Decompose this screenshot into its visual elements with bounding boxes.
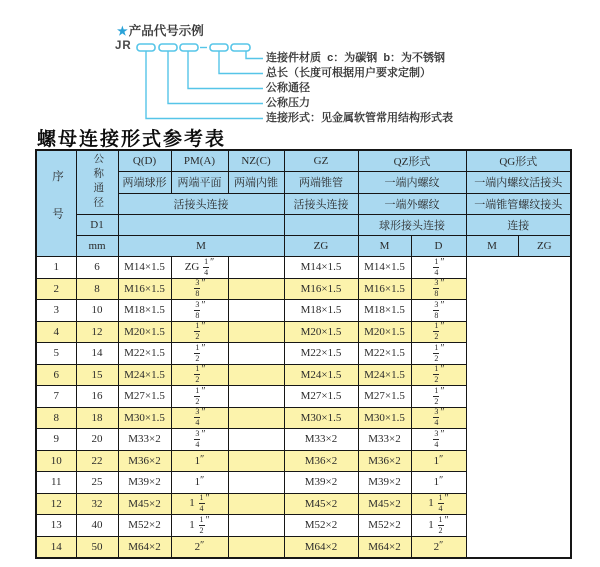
code-box-2 — [159, 44, 177, 51]
cell-qg-zg — [411, 386, 466, 408]
cell-qz-m — [228, 321, 284, 343]
inch-mark: ″ — [440, 364, 445, 376]
cell-qg-zg — [411, 278, 466, 300]
connector-line-diameter — [188, 51, 263, 89]
cell-qz-m — [228, 364, 284, 386]
header-empty-main — [118, 215, 284, 236]
cell-gz-taper — [171, 343, 228, 365]
header-nominal-diameter — [76, 150, 118, 215]
fraction: $\frac{3}{4}$ — [434, 428, 439, 449]
inch-mark: ″ — [200, 475, 205, 487]
table-header — [36, 150, 571, 257]
fraction: $\frac{1}{2}$ — [438, 514, 443, 535]
cell-qz-m — [228, 472, 284, 494]
cell-qg-m: M16×1.5 — [358, 278, 411, 300]
fraction: $\frac{1}{2}$ — [195, 321, 200, 342]
fraction: $\frac{1}{2}$ — [199, 514, 204, 535]
connector-line-length — [219, 51, 263, 74]
cell-qg-m: M45×2 — [358, 493, 411, 515]
cell-qg-m: M39×2 — [358, 472, 411, 494]
cell-qg-zg: 1 $\frac{1}{4}$ ″ — [411, 493, 466, 515]
header-unit-d-qz: D — [411, 236, 466, 257]
cell-qg-zg — [411, 364, 466, 386]
star-icon: ★ — [117, 24, 128, 38]
cell-qg-zg — [411, 257, 466, 279]
header-unit-m-main: M — [118, 236, 284, 257]
cell-seq: 11 — [36, 472, 76, 494]
cell-qz-m — [228, 450, 284, 472]
header-qg: QG形式 — [466, 150, 571, 172]
cell-qz-d: M24×1.5 — [284, 364, 358, 386]
cell-gz-taper: 2″ — [171, 536, 228, 558]
header-union-connection: 活接头连接 — [118, 193, 284, 215]
fraction: $\frac{1}{2}$ — [434, 321, 439, 342]
header-seq — [36, 150, 76, 257]
cell-qz-d: M52×2 — [284, 515, 358, 537]
header-unit-m-qg: M — [466, 236, 518, 257]
inch-mark: ″ — [201, 321, 206, 333]
code-box-4 — [210, 44, 228, 51]
cell-qg-m: M36×2 — [358, 450, 411, 472]
cell-qz-d: M33×2 — [284, 429, 358, 451]
fraction: $\frac{1}{2}$ — [195, 342, 200, 363]
cell-seq: 8 — [36, 407, 76, 429]
cell-qz-m — [228, 278, 284, 300]
cell-m-thread: M39×2 — [118, 472, 171, 494]
cell-qg-m: M24×1.5 — [358, 364, 411, 386]
table-row — [36, 472, 571, 494]
inch-mark: ″ — [439, 475, 444, 487]
code-box-1 — [137, 44, 155, 51]
cell-dn-mm: 18 — [76, 407, 118, 429]
cell-seq: 3 — [36, 300, 76, 322]
cell-qz-d: M22×1.5 — [284, 343, 358, 365]
inch-mark: ″ — [201, 428, 206, 440]
cell-seq: 14 — [36, 536, 76, 558]
cell-seq: 13 — [36, 515, 76, 537]
cell-qg-zg — [411, 407, 466, 429]
cell-dn-mm: 10 — [76, 300, 118, 322]
inch-mark: ″ — [440, 321, 445, 333]
table-row — [36, 364, 571, 386]
cell-qz-d: M27×1.5 — [284, 386, 358, 408]
fraction: $\frac{3}{8}$ — [434, 299, 439, 320]
cell-seq: 5 — [36, 343, 76, 365]
cell-m-thread: M52×2 — [118, 515, 171, 537]
cell-qz-m — [228, 343, 284, 365]
fraction: $\frac{1}{2}$ — [434, 364, 439, 385]
cell-m-thread: M45×2 — [118, 493, 171, 515]
cell-qg-m: M18×1.5 — [358, 300, 411, 322]
cell-qg-m: M14×1.5 — [358, 257, 411, 279]
code-box-3 — [180, 44, 198, 51]
cell-gz-taper: 1″ — [171, 472, 228, 494]
header-unit-zg-gz: ZG — [284, 236, 358, 257]
cell-dn-mm: 25 — [76, 472, 118, 494]
header-q-sub: 两端球形 — [118, 172, 171, 194]
inch-mark: ″ — [201, 385, 206, 397]
product-code-title-text: 产品代号示例 — [128, 24, 204, 38]
table-row — [36, 536, 571, 558]
inch-mark: ″ — [201, 299, 206, 311]
cell-qg-zg — [411, 300, 466, 322]
table-row — [36, 429, 571, 451]
cell-dn-mm: 12 — [76, 321, 118, 343]
header-nominal-diameter-text: 公称通径 — [92, 153, 104, 211]
fraction: $\frac{1}{2}$ — [195, 364, 200, 385]
cell-m-thread: M18×1.5 — [118, 300, 171, 322]
header-qg-connection: 连接 — [466, 215, 571, 236]
fraction: $\frac{3}{8}$ — [434, 278, 439, 299]
cell-qz-d: M14×1.5 — [284, 257, 358, 279]
inch-mark: ″ — [201, 342, 206, 354]
cell-qg-m: M20×1.5 — [358, 321, 411, 343]
cell-m-thread: M64×2 — [118, 536, 171, 558]
header-empty-gz — [284, 215, 358, 236]
cell-gz-taper: 1 $\frac{1}{2}$ ″ — [171, 515, 228, 537]
cell-gz-taper: 1″ — [171, 450, 228, 472]
inch-mark: ″ — [444, 514, 449, 526]
fraction: $\frac{3}{4}$ — [195, 428, 200, 449]
cell-qz-m — [228, 407, 284, 429]
inch-mark: ″ — [439, 539, 444, 551]
cell-seq: 12 — [36, 493, 76, 515]
inch-mark: ″ — [440, 428, 445, 440]
cell-qg-m: M27×1.5 — [358, 386, 411, 408]
table-row — [36, 407, 571, 429]
code-prefix: JR — [115, 40, 132, 52]
cell-seq: 10 — [36, 450, 76, 472]
fraction: $\frac{1}{4}$ — [434, 256, 439, 277]
cell-seq: 4 — [36, 321, 76, 343]
header-gz: GZ — [284, 150, 358, 172]
inch-mark: ″ — [440, 278, 445, 290]
inch-mark: ″ — [444, 493, 449, 505]
cell-qz-d: M36×2 — [284, 450, 358, 472]
cell-qg-m: M22×1.5 — [358, 343, 411, 365]
cell-gz-taper — [171, 429, 228, 451]
header-qz-connection: 球形接头连接 — [358, 215, 466, 236]
cell-seq: 6 — [36, 364, 76, 386]
inch-mark: ″ — [440, 342, 445, 354]
inch-mark: ″ — [440, 299, 445, 311]
cell-qg-m: M64×2 — [358, 536, 411, 558]
inch-mark: ″ — [201, 407, 206, 419]
code-box-5 — [231, 44, 250, 51]
cell-qg-m: M52×2 — [358, 515, 411, 537]
cell-dn-mm: 40 — [76, 515, 118, 537]
header-qz: QZ形式 — [358, 150, 466, 172]
cell-qg-zg — [411, 321, 466, 343]
nut-connection-table — [35, 149, 572, 559]
cell-dn-mm: 6 — [76, 257, 118, 279]
fraction: $\frac{3}{8}$ — [195, 278, 200, 299]
cell-m-thread: M16×1.5 — [118, 278, 171, 300]
cell-gz-taper — [171, 300, 228, 322]
table-row — [36, 257, 571, 279]
cell-qg-zg: 1 $\frac{1}{2}$ ″ — [411, 515, 466, 537]
fraction: $\frac{3}{4}$ — [434, 407, 439, 428]
inch-mark: ″ — [440, 385, 445, 397]
table-body — [36, 257, 571, 558]
table-row — [36, 300, 571, 322]
cell-qg-m: M33×2 — [358, 429, 411, 451]
cell-qz-m — [228, 386, 284, 408]
fraction: $\frac{1}{2}$ — [434, 342, 439, 363]
label-nominal-diameter: 公称通径 — [266, 82, 310, 94]
header-gz-connection: 活接头连接 — [284, 193, 358, 215]
inch-mark: ″ — [205, 493, 210, 505]
cell-qz-d: M30×1.5 — [284, 407, 358, 429]
inch-mark: ″ — [200, 453, 205, 465]
cell-m-thread: M24×1.5 — [118, 364, 171, 386]
header-qg-sub2: 一端锥管螺纹接头 — [466, 193, 571, 215]
cell-dn-mm: 22 — [76, 450, 118, 472]
cell-gz-taper — [171, 386, 228, 408]
cell-qz-d: M20×1.5 — [284, 321, 358, 343]
header-d1: D1 — [76, 215, 118, 236]
cell-qg-zg: 2″ — [411, 536, 466, 558]
cell-qz-d: M39×2 — [284, 472, 358, 494]
cell-m-thread: M33×2 — [118, 429, 171, 451]
fraction: $\frac{3}{8}$ — [195, 299, 200, 320]
label-connection-form: 连接形式：见金属软管常用结构形式表 — [266, 112, 453, 124]
header-mm: mm — [76, 236, 118, 257]
table-row — [36, 450, 571, 472]
header-pm: PM(A) — [171, 150, 228, 172]
cell-gz-taper — [171, 364, 228, 386]
cell-qz-d: M45×2 — [284, 493, 358, 515]
cell-qg-zg — [411, 343, 466, 365]
cell-m-thread: M30×1.5 — [118, 407, 171, 429]
fraction: $\frac{1}{4}$ — [204, 256, 209, 277]
label-connector-material: 连接件材质 c：为碳钢 b：为不锈钢 — [266, 52, 446, 64]
header-nz-sub: 两端内锥 — [228, 172, 284, 194]
cell-qz-m — [228, 429, 284, 451]
cell-gz-taper — [171, 407, 228, 429]
cell-qz-m — [228, 300, 284, 322]
inch-mark: ″ — [440, 407, 445, 419]
cell-dn-mm: 15 — [76, 364, 118, 386]
cell-qz-d: M18×1.5 — [284, 300, 358, 322]
cell-qg-m: M30×1.5 — [358, 407, 411, 429]
fraction: $\frac{1}{4}$ — [438, 493, 443, 514]
fraction: $\frac{1}{4}$ — [199, 493, 204, 514]
header-pm-sub: 两端平面 — [171, 172, 228, 194]
header-qg-sub1: 一端内螺纹活接头 — [466, 172, 571, 194]
cell-seq: 1 — [36, 257, 76, 279]
fraction: $\frac{1}{2}$ — [434, 385, 439, 406]
cell-qz-d: M64×2 — [284, 536, 358, 558]
cell-qz-m — [228, 536, 284, 558]
fraction: $\frac{3}{4}$ — [195, 407, 200, 428]
header-unit-m-qz: M — [358, 236, 411, 257]
cell-qz-m — [228, 257, 284, 279]
header-qz-sub2: 一端外螺纹 — [358, 193, 466, 215]
cell-gz-taper: 1 $\frac{1}{4}$ ″ — [171, 493, 228, 515]
inch-mark: ″ — [205, 514, 210, 526]
product-code-title — [117, 21, 204, 39]
table-row — [36, 321, 571, 343]
header-seq-text: 序号 — [51, 169, 63, 245]
table-row — [36, 278, 571, 300]
cell-gz-taper: ZG $\frac{1}{4}$ ″ — [171, 257, 228, 279]
cell-qz-m — [228, 515, 284, 537]
cell-dn-mm: 8 — [76, 278, 118, 300]
inch-mark: ″ — [439, 453, 444, 465]
cell-qz-m — [228, 493, 284, 515]
cell-m-thread: M27×1.5 — [118, 386, 171, 408]
cell-dn-mm: 16 — [76, 386, 118, 408]
cell-seq: 7 — [36, 386, 76, 408]
fraction: $\frac{1}{2}$ — [195, 385, 200, 406]
cell-qz-d: M16×1.5 — [284, 278, 358, 300]
cell-dn-mm: 50 — [76, 536, 118, 558]
cell-gz-taper — [171, 321, 228, 343]
inch-mark: ″ — [201, 364, 206, 376]
connector-line-connection — [146, 51, 263, 119]
table-row — [36, 493, 571, 515]
header-gz-sub: 两端锥管 — [284, 172, 358, 194]
cell-seq: 9 — [36, 429, 76, 451]
inch-mark: ″ — [200, 539, 205, 551]
header-q: Q(D) — [118, 150, 171, 172]
cell-dn-mm: 32 — [76, 493, 118, 515]
cell-m-thread: M22×1.5 — [118, 343, 171, 365]
table-row — [36, 343, 571, 365]
cell-m-thread: M36×2 — [118, 450, 171, 472]
cell-gz-taper — [171, 278, 228, 300]
header-unit-zg-qg: ZG — [518, 236, 571, 257]
connector-line-material — [246, 51, 263, 59]
table-row — [36, 386, 571, 408]
cell-m-thread: M20×1.5 — [118, 321, 171, 343]
cell-seq: 2 — [36, 278, 76, 300]
cell-qg-zg: 1″ — [411, 450, 466, 472]
inch-mark: ″ — [210, 256, 215, 268]
cell-dn-mm: 20 — [76, 429, 118, 451]
label-total-length: 总长（长度可根据用户要求定制） — [266, 67, 431, 79]
header-qz-sub1: 一端内螺纹 — [358, 172, 466, 194]
inch-mark: ″ — [201, 278, 206, 290]
inch-mark: ″ — [440, 256, 445, 268]
label-nominal-pressure: 公称压力 — [266, 97, 310, 109]
table-row — [36, 515, 571, 537]
header-nz: NZ(C) — [228, 150, 284, 172]
cell-qg-zg — [411, 429, 466, 451]
table-title: 螺母连接形式参考表 — [37, 128, 227, 150]
cell-qg-zg: 1″ — [411, 472, 466, 494]
cell-m-thread: M14×1.5 — [118, 257, 171, 279]
cell-dn-mm: 14 — [76, 343, 118, 365]
